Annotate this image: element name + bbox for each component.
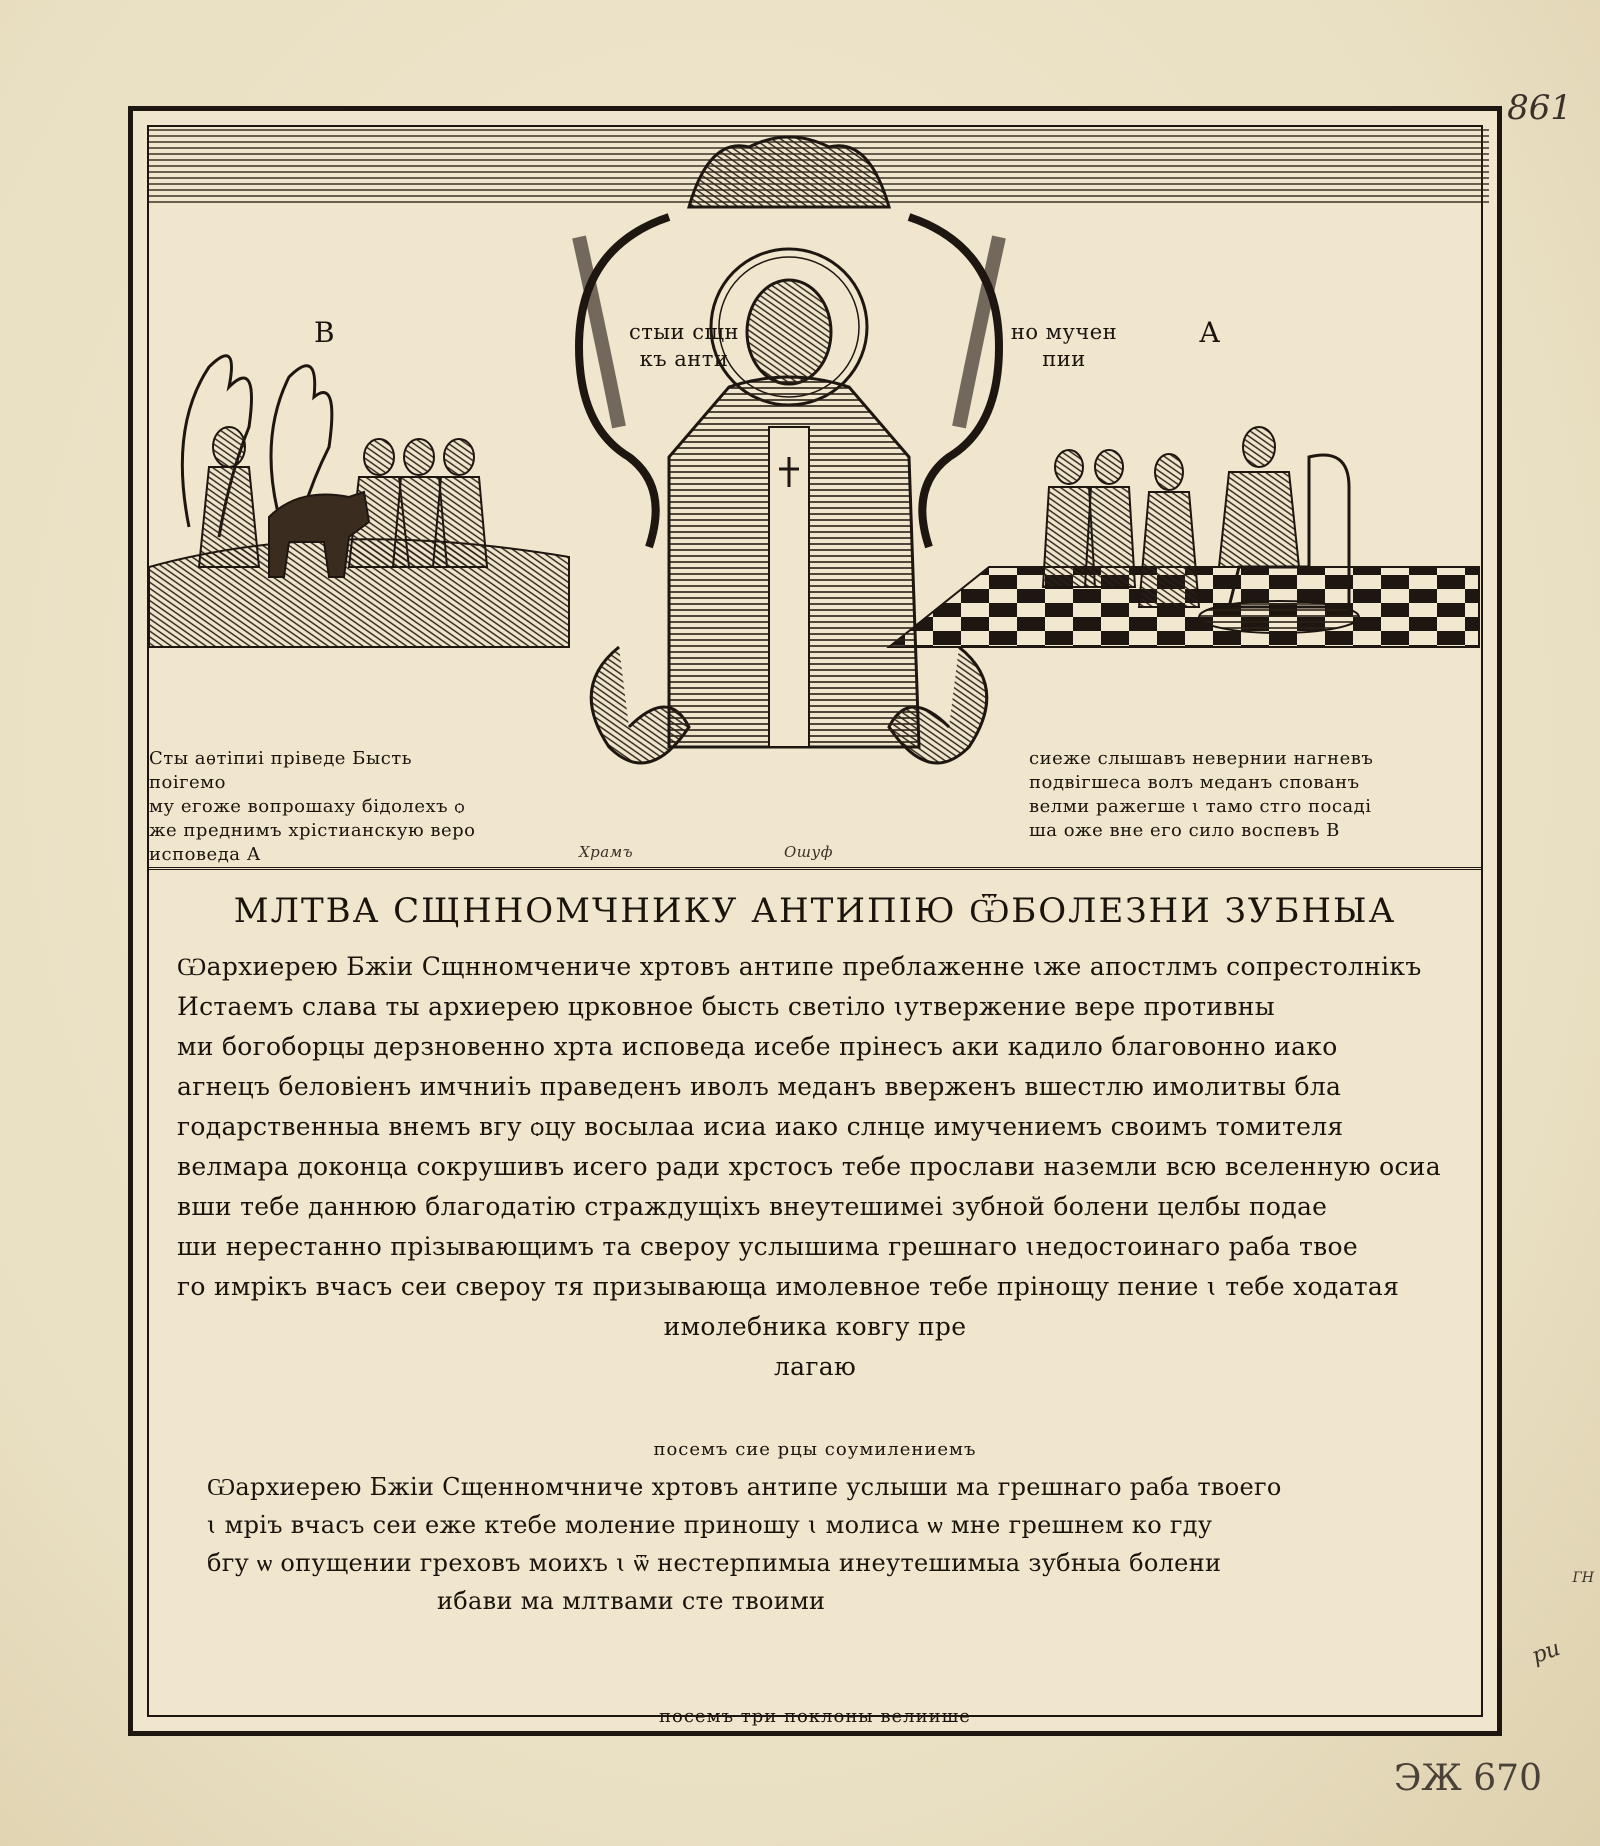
- band-separator: [149, 867, 1481, 870]
- prayer-line: Ѡархиерею Бжіи Сщнномчениче хртовъ антипе преблаженне ꙇже апостлмъ сопрестолнікъ: [177, 952, 1422, 981]
- prayer-line: лагаю: [773, 1352, 857, 1381]
- prayer-line: вши тебе даннюю благодатію страждущіхъ внеутешимеі зубной болени целбы подае: [177, 1192, 1328, 1221]
- saint-name-right: но мучен пии: [1010, 320, 1118, 371]
- engraver-signature-right: Ошуф: [784, 843, 833, 861]
- prayer-line: Истаемъ слава ты архиерею црковное бысть светіло ꙇутвержение вере противны: [177, 992, 1275, 1021]
- scene-letter-left: В: [314, 316, 336, 349]
- prayer-line: велмара доконца сокрушивъ исего ради хрстосъ тебе прослави наземли всю вселенную осиа: [177, 1152, 1441, 1181]
- margin-note: ГН: [1572, 1570, 1594, 1586]
- engraving-inner-frame: [147, 125, 1483, 1727]
- engraving-frame: [128, 106, 1502, 1736]
- prayer-line: агнецъ беловіенъ имчниіъ праведенъ иволъ меданъ вверженъ вшестлю имолитвы бла: [177, 1072, 1342, 1101]
- caption-right: сиеже слышавъ невернии нагневъ подвігшеса волъ меданъ спованъ велми ражегше ꙇ тамо стго посаді ша оже вне его сило воспевъ В: [1029, 748, 1374, 841]
- saint-head: [747, 280, 831, 384]
- caption-left: Сты аѳтіпиі пріведе Бысть поігемо му егоже вопрошаху бідолехъ ѻ же преднимъ хрістианскую веро исповеда А: [149, 748, 476, 865]
- prayer-line: бгу ѡ опущении греховъ моихъ ꙇ ѿ нестерпимыа инеутешимыа зубныа болени: [207, 1549, 1222, 1577]
- saint-name-left: стыи сщн къ анти: [628, 320, 740, 371]
- final-rubric: посемъ три поклоны велиише: [659, 1706, 971, 1727]
- prayer-line: ши нерестанно прізывающимъ та свероу услышима грешнаго ꙇнедостоинаго раба твое: [177, 1232, 1358, 1261]
- prayer-line: ми богоборцы дерзновенно хрта исповеда исебе прінесъ аки кадило благовонно иако: [177, 1032, 1338, 1061]
- archive-code: ЭЖ 670: [1393, 1758, 1542, 1799]
- prayer-line: ибави ма млтвами сте твоими: [437, 1587, 826, 1615]
- margin-note: ри: [1528, 1635, 1564, 1670]
- prayer-line: го имрікъ вчасъ сеи свероу тя призывающа имолевное тебе прінощу пение ꙇ тебе ходатая: [177, 1272, 1400, 1301]
- prayer-line: имолебника ковгу пре: [663, 1312, 967, 1341]
- engraved-scene: [149, 127, 1481, 867]
- prayer-line: годарственныа внемъ вгу ѻцу восылаа исиа иако слнце имучениемъ своимъ томителя: [177, 1112, 1344, 1141]
- throne-dais: [1199, 601, 1359, 633]
- prayer-line: ꙇ мріъ вчасъ сеи еже ктебе моление приношу ꙇ молиса ѡ мне грешнем ко гду: [207, 1511, 1213, 1539]
- engraver-signature-left: Храмъ: [579, 843, 634, 861]
- prayer-title: МЛТВА СЩННОМЧНИКУ АНТИПІЮ ѾБОЛЕЗНИ ЗУБНЫА: [233, 891, 1397, 931]
- second-prayer: [177, 1468, 1453, 1620]
- prayer-text-block: [149, 885, 1481, 1727]
- page-number: 861: [1507, 88, 1572, 128]
- prayer-line: Ѡархиерею Бжіи Сщенномчниче хртовъ антипе услыши ма грешнаго раба твоего: [207, 1473, 1282, 1501]
- rubric: посемъ сие рцы соумилениемъ: [653, 1439, 977, 1460]
- scene-letter-right: А: [1199, 316, 1221, 349]
